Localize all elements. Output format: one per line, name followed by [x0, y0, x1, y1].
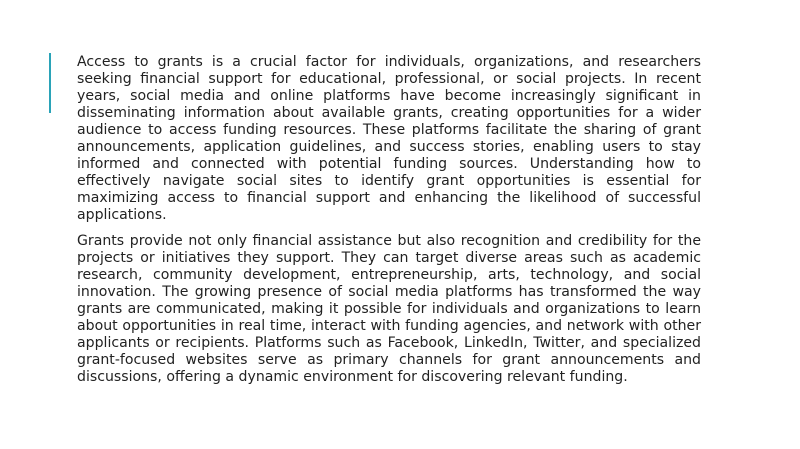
slide-body — [77, 54, 701, 395]
paragraph-1: Access to grants is a crucial factor for individuals, organizations, and researchers seeking financial support for educational, professional, or social projects. In recent years, social media and online platforms have become increasingly significant in disseminating information about available grants, creating opportunities for a wider audience to access funding resources. These platforms facilitate the sharing of grant announcements, application guidelines, and success stories, enabling users to stay informed and connected with potential funding sources. Understanding how to effectively navigate social sites to identify grant opportunities is essential for maximizing access to financial support and enhancing the likelihood of successful applications. — [77, 54, 701, 223]
paragraph-2: Grants provide not only financial assistance but also recognition and credibility for the projects or initiatives they support. They can target diverse areas such as academic research, community development, entrepreneurship, arts, technology, and social innovation. The growing presence of social media platforms has transformed the way grants are communicated, making it possible for individuals and organizations to learn about opportunities in real time, interact with funding agencies, and network with other applicants or recipients. Platforms such as Facebook, LinkedIn, Twitter, and specialized grant-focused websites serve as primary channels for grant announcements and discussions, offering a dynamic environment for discovering relevant funding. — [77, 233, 701, 385]
accent-bar — [49, 53, 51, 113]
